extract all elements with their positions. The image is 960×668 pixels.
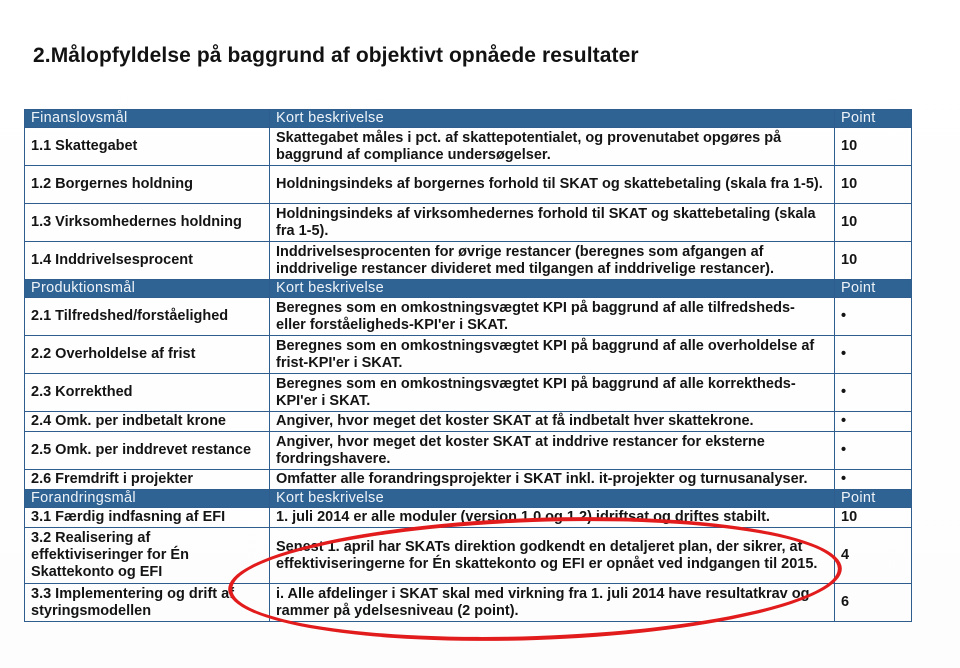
goal-cell: 1.3 Virksomhedernes holdning	[25, 204, 270, 242]
points-cell: 10	[835, 128, 912, 166]
table-row	[25, 298, 912, 336]
section-header-row	[25, 280, 912, 298]
description-cell: Holdningsindeks af borgernes forhold til SKAT og skattebetaling (skala fra 1-5).	[270, 166, 835, 204]
description-cell: Angiver, hvor meget det koster SKAT at få indbetalt hver skattekrone.	[270, 412, 835, 432]
goal-cell: 1.1 Skattegabet	[25, 128, 270, 166]
section-heading: 2.Målopfyldelse på baggrund af objektivt opnåede resultater	[33, 44, 639, 67]
points-cell: 10	[835, 242, 912, 280]
goal-cell: 2.6 Fremdrift i projekter	[25, 470, 270, 490]
header-description: Kort beskrivelse	[270, 280, 835, 298]
table-row	[25, 166, 912, 204]
description-cell: 1. juli 2014 er alle moduler (version 1.0 og 1.2) idriftsat og driftes stabilt.	[270, 508, 835, 528]
table-row	[25, 528, 912, 584]
goal-cell: 2.2 Overholdelse af frist	[25, 336, 270, 374]
goal-cell: 1.4 Inddrivelsesprocent	[25, 242, 270, 280]
table-row	[25, 128, 912, 166]
table-row	[25, 432, 912, 470]
points-cell: •	[835, 336, 912, 374]
table-row	[25, 584, 912, 622]
description-cell: i. Alle afdelinger i SKAT skal med virkning fra 1. juli 2014 have resultatkrav og rammer på ydelsesniveau (2 point).	[270, 584, 835, 622]
points-cell: 10	[835, 166, 912, 204]
goal-cell: 3.1 Færdig indfasning af EFI	[25, 508, 270, 528]
goal-cell: 3.2 Realisering af effektiviseringer for Én Skattekonto og EFI	[25, 528, 270, 584]
description-cell: Holdningsindeks af virksomhedernes forhold til SKAT og skattebetaling (skala fra 1-5).	[270, 204, 835, 242]
goal-cell: 3.3 Implementering og drift af styringsmodellen	[25, 584, 270, 622]
goal-cell: 2.5 Omk. per inddrevet restance	[25, 432, 270, 470]
description-cell: Beregnes som en omkostningsvægtet KPI på baggrund af alle overholdelse af frist-KPI'er i SKAT.	[270, 336, 835, 374]
points-cell: •	[835, 298, 912, 336]
header-points: Point	[835, 280, 912, 298]
goal-cell: 2.1 Tilfredshed/forståelighed	[25, 298, 270, 336]
points-cell: 10	[835, 204, 912, 242]
section-header-row	[25, 110, 912, 128]
description-cell: Omfatter alle forandringsprojekter i SKAT inkl. it-projekter og turnusanalyser.	[270, 470, 835, 490]
section-header-row	[25, 490, 912, 508]
goal-cell: 1.2 Borgernes holdning	[25, 166, 270, 204]
points-cell: •	[835, 432, 912, 470]
goals-table	[24, 109, 912, 622]
description-cell: Inddrivelsesprocenten for øvrige restancer (beregnes som afgangen af inddrivelige restancer divideret med tilgangen af inddrivelige restancer).	[270, 242, 835, 280]
header-points: Point	[835, 490, 912, 508]
table-row	[25, 336, 912, 374]
points-cell: 4	[835, 528, 912, 584]
description-cell: Angiver, hvor meget det koster SKAT at inddrive restancer for eksterne fordringshavere.	[270, 432, 835, 470]
header-points: Point	[835, 110, 912, 128]
header-goal: Finanslovsmål	[25, 110, 270, 128]
description-cell: Skattegabet måles i pct. af skattepotentialet, og provenutabet opgøres på baggrund af compliance undersøgelser.	[270, 128, 835, 166]
description-cell: Beregnes som en omkostningsvægtet KPI på baggrund af alle tilfredsheds- eller forståeligheds-KPI'er i SKAT.	[270, 298, 835, 336]
points-cell: •	[835, 374, 912, 412]
description-cell: Beregnes som en omkostningsvægtet KPI på baggrund af alle korrektheds-KPI'er i SKAT.	[270, 374, 835, 412]
table-row	[25, 242, 912, 280]
table-row	[25, 412, 912, 432]
header-description: Kort beskrivelse	[270, 110, 835, 128]
table-row	[25, 470, 912, 490]
points-cell: 10	[835, 508, 912, 528]
table-row	[25, 374, 912, 412]
points-cell: 6	[835, 584, 912, 622]
header-description: Kort beskrivelse	[270, 490, 835, 508]
table-row	[25, 204, 912, 242]
points-cell: •	[835, 470, 912, 490]
description-cell: Senest 1. april har SKATs direktion godkendt en detaljeret plan, der sikrer, at effektiviseringerne for Én skattekonto og EFI er opnået ved indgangen til 2015.	[270, 528, 835, 584]
header-goal: Forandringsmål	[25, 490, 270, 508]
points-cell: •	[835, 412, 912, 432]
goal-cell: 2.4 Omk. per indbetalt krone	[25, 412, 270, 432]
table-row	[25, 508, 912, 528]
goal-cell: 2.3 Korrekthed	[25, 374, 270, 412]
header-goal: Produktionsmål	[25, 280, 270, 298]
